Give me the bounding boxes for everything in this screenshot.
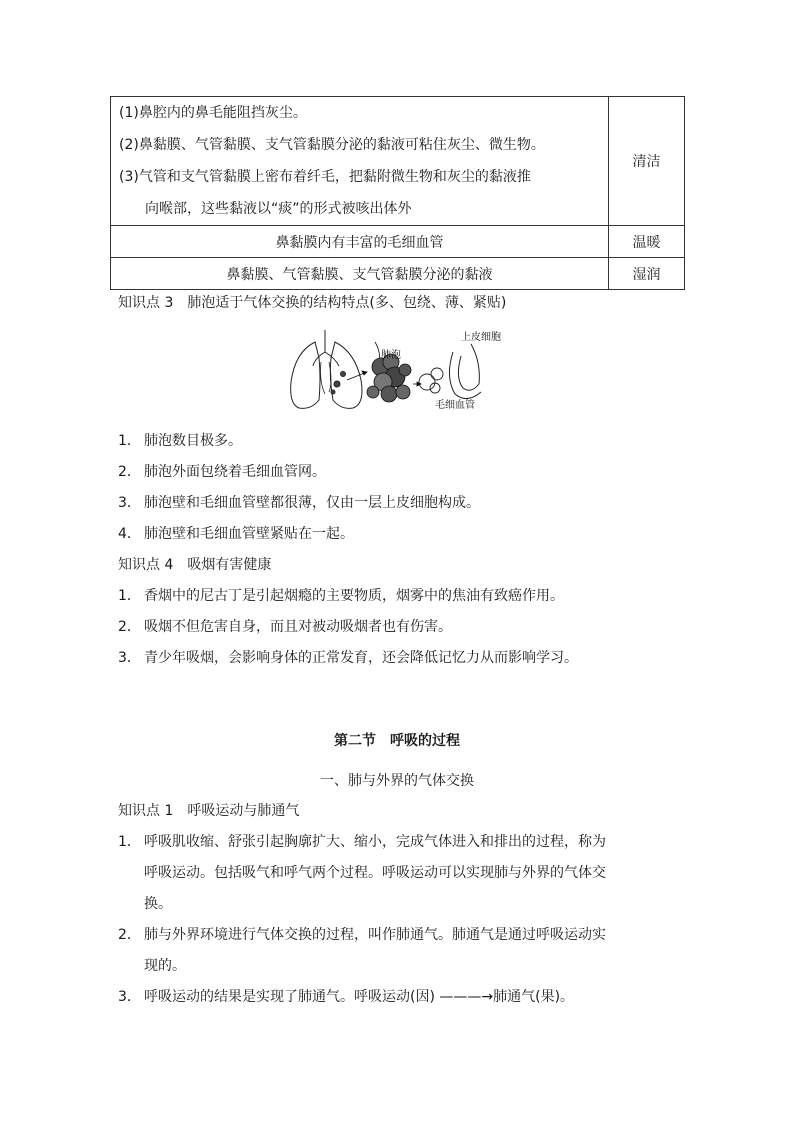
role-cell: 温暖: [609, 226, 685, 258]
structure-line: (1)鼻腔内的鼻毛能阻挡灰尘。: [119, 105, 307, 121]
item-number: 2．: [118, 927, 141, 943]
kp1-title: 知识点 1 呼吸运动与肺通气: [118, 803, 300, 819]
item-number: 3．: [118, 989, 141, 1005]
list-item: [118, 831, 606, 851]
list-item: [118, 924, 606, 944]
item-number: 2．: [118, 464, 141, 480]
list-item: [118, 647, 578, 667]
item-text: 肺与外界环境进行气体交换的过程，叫作肺通气。肺通气是通过呼吸运动实: [144, 927, 606, 943]
section-subtitle: 一、肺与外界的气体交换: [320, 773, 474, 789]
list-item: [118, 461, 326, 481]
section-title: 第二节 呼吸的过程: [334, 733, 460, 749]
alveolus-figure: [285, 322, 525, 414]
item-text: 呼吸肌收缩、舒张引起胸廓扩大、缩小，完成气体进入和排出的过程，称为: [144, 834, 606, 850]
list-item: [118, 523, 354, 543]
table-row: [111, 258, 685, 290]
epithelial-cell-label: 上皮细胞: [461, 332, 501, 343]
item-text: 肺泡壁和毛细血管壁紧贴在一起。: [144, 526, 354, 542]
item-number: 2．: [118, 619, 141, 635]
list-item: [118, 585, 564, 605]
list-item: [118, 492, 480, 512]
list-item: [118, 616, 452, 636]
item-continuation: 现的。: [144, 958, 186, 974]
item-text: 吸烟不但危害自身，而且对被动吸烟者也有伤害。: [144, 619, 452, 635]
structure-cell: [111, 97, 609, 226]
item-number: 3．: [118, 495, 141, 511]
item-number: 4．: [118, 526, 141, 542]
item-number: 1．: [118, 834, 141, 850]
capillary-label: 毛细血管: [435, 400, 475, 411]
structure-line: (3)气管和支气管黏膜上密布着纤毛，把黏附微生物和灰尘的黏液推: [119, 169, 531, 185]
list-item: [118, 430, 242, 450]
table-row: [111, 97, 685, 226]
structure-line: (2)鼻黏膜、气管黏膜、支气管黏膜分泌的黏液可粘住灰尘、微生物。: [119, 137, 545, 153]
item-continuation: 呼吸运动。包括吸气和呼气两个过程。呼吸运动可以实现肺与外界的气体交: [144, 865, 606, 881]
item-number: 1．: [118, 433, 141, 449]
structure-line: 向喉部，这些黏液以“痰”的形式被咳出体外: [145, 201, 412, 217]
capillary-closeup: [449, 344, 481, 399]
kp4-title: 知识点 4 吸烟有害健康: [118, 557, 272, 573]
item-text: 肺泡外面包绕着毛细血管网。: [144, 464, 326, 480]
function-table: [110, 96, 685, 290]
table-row: [111, 226, 685, 258]
item-continuation: 换。: [144, 896, 172, 912]
structure-cell: 鼻黏膜内有丰富的毛细血管: [111, 226, 609, 258]
kp3-title: 知识点 3 肺泡适于气体交换的结构特点(多、包绕、薄、紧贴): [118, 295, 507, 311]
item-number: 3．: [118, 650, 141, 666]
item-text: 肺泡壁和毛细血管壁都很薄，仅由一层上皮细胞构成。: [144, 495, 480, 511]
item-number: 1．: [118, 588, 141, 604]
item-text: 香烟中的尼古丁是引起烟瘾的主要物质，烟雾中的焦油有致癌作用。: [144, 588, 564, 604]
item-text: 青少年吸烟，会影响身体的正常发育，还会降低记忆力从而影响学习。: [144, 650, 578, 666]
role-cell: 清洁: [609, 97, 685, 226]
alveolus-closeup: [419, 368, 443, 393]
list-item: [118, 986, 574, 1006]
item-text: 呼吸运动的结果是实现了肺通气。呼吸运动(因) ———→肺通气(果)。: [144, 989, 575, 1005]
lungs-illustration: [291, 330, 362, 408]
structure-cell: 鼻黏膜、气管黏膜、支气管黏膜分泌的黏液: [111, 258, 609, 290]
role-cell: 湿润: [609, 258, 685, 290]
alveolus-label: 肺泡: [381, 350, 401, 361]
item-text: 肺泡数目极多。: [144, 433, 242, 449]
